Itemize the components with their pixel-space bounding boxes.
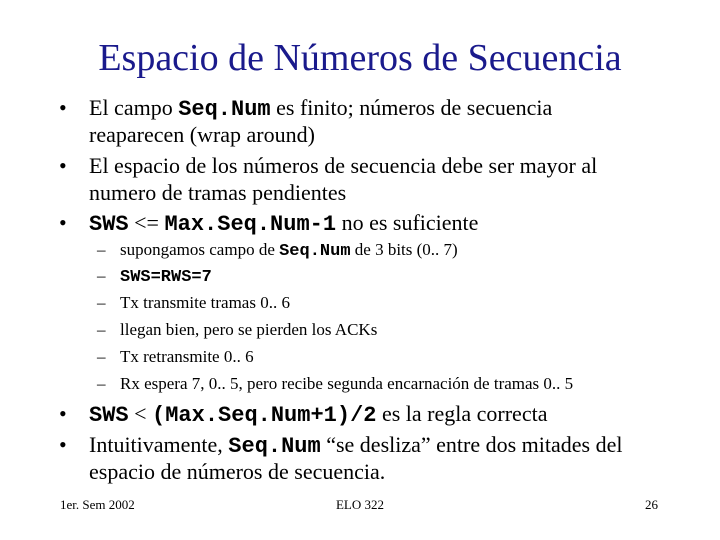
bullet-2-line-2: numero de tramas pendientes bbox=[89, 180, 347, 205]
sub-item-1-pre: supongamos campo de bbox=[120, 240, 280, 259]
sub-item-5 bbox=[97, 347, 254, 367]
sub-item-1-post: de 3 bits (0.. 7) bbox=[350, 240, 458, 259]
bullet-3-code-max: Max.Seq.Num-1 bbox=[164, 212, 337, 237]
dash-marker: – bbox=[97, 240, 106, 259]
bullet-5-line-2: espacio de números de secuencia. bbox=[89, 459, 386, 484]
bullet-marker: • bbox=[59, 432, 67, 457]
bullet-3-text-post: no es suficiente bbox=[336, 210, 479, 235]
slide-title: Espacio de Números de Secuencia bbox=[98, 37, 622, 79]
bullet-5 bbox=[59, 431, 623, 460]
sub-item-4 bbox=[97, 320, 378, 340]
bullet-4-operator: < bbox=[128, 401, 153, 426]
bullet-1-text-pre: El campo bbox=[89, 95, 179, 120]
bullet-marker: • bbox=[59, 153, 67, 178]
bullet-1-text-post: es finito; números de secuencia bbox=[270, 95, 553, 120]
sub-item-5-text: Tx retransmite 0.. 6 bbox=[120, 347, 254, 366]
bullet-4-code-max: (Max.Seq.Num+1)/2 bbox=[152, 403, 377, 428]
dash-marker: – bbox=[97, 320, 106, 339]
bullet-marker: • bbox=[59, 95, 67, 120]
bullet-marker: • bbox=[59, 210, 67, 235]
bullet-3 bbox=[59, 209, 479, 238]
sub-item-1-code: Seq.Num bbox=[279, 242, 351, 261]
footer-semester: 1er. Sem 2002 bbox=[60, 497, 135, 512]
sub-item-3 bbox=[97, 293, 290, 313]
footer-page-number: 26 bbox=[645, 497, 658, 512]
bullet-4-text-post: es la regla correcta bbox=[376, 401, 548, 426]
bullet-5-code: Seq.Num bbox=[228, 434, 321, 459]
footer-course: ELO 322 bbox=[335, 497, 385, 512]
bullet-1 bbox=[59, 94, 553, 123]
dash-marker: – bbox=[97, 266, 106, 285]
sub-item-2 bbox=[97, 266, 212, 288]
bullet-5-text-post: “se desliza” entre dos mitades del bbox=[320, 432, 623, 457]
sub-item-1 bbox=[97, 240, 458, 262]
bullet-2 bbox=[59, 152, 598, 179]
bullet-2-text: El espacio de los números de secuencia debe ser mayor al bbox=[89, 153, 598, 178]
bullet-4-code-sws: SWS bbox=[89, 403, 129, 428]
bullet-3-operator: <= bbox=[128, 210, 165, 235]
sub-item-2-code: SWS=RWS=7 bbox=[120, 268, 212, 287]
bullet-1-line-2: reaparecen (wrap around) bbox=[89, 122, 315, 147]
bullet-1-code: Seq.Num bbox=[178, 97, 271, 122]
dash-marker: – bbox=[97, 293, 106, 312]
sub-item-6-text: Rx espera 7, 0.. 5, pero recibe segunda encarnación de tramas 0.. 5 bbox=[120, 374, 574, 393]
dash-marker: – bbox=[97, 374, 106, 393]
sub-item-6 bbox=[97, 374, 574, 394]
bullet-5-text-pre: Intuitivamente, bbox=[89, 432, 229, 457]
sub-item-4-text: llegan bien, pero se pierden los ACKs bbox=[120, 320, 378, 339]
bullet-marker: • bbox=[59, 401, 67, 426]
sub-item-3-text: Tx transmite tramas 0.. 6 bbox=[120, 293, 290, 312]
dash-marker: – bbox=[97, 347, 106, 366]
bullet-4 bbox=[59, 400, 548, 429]
bullet-3-code-sws: SWS bbox=[89, 212, 129, 237]
